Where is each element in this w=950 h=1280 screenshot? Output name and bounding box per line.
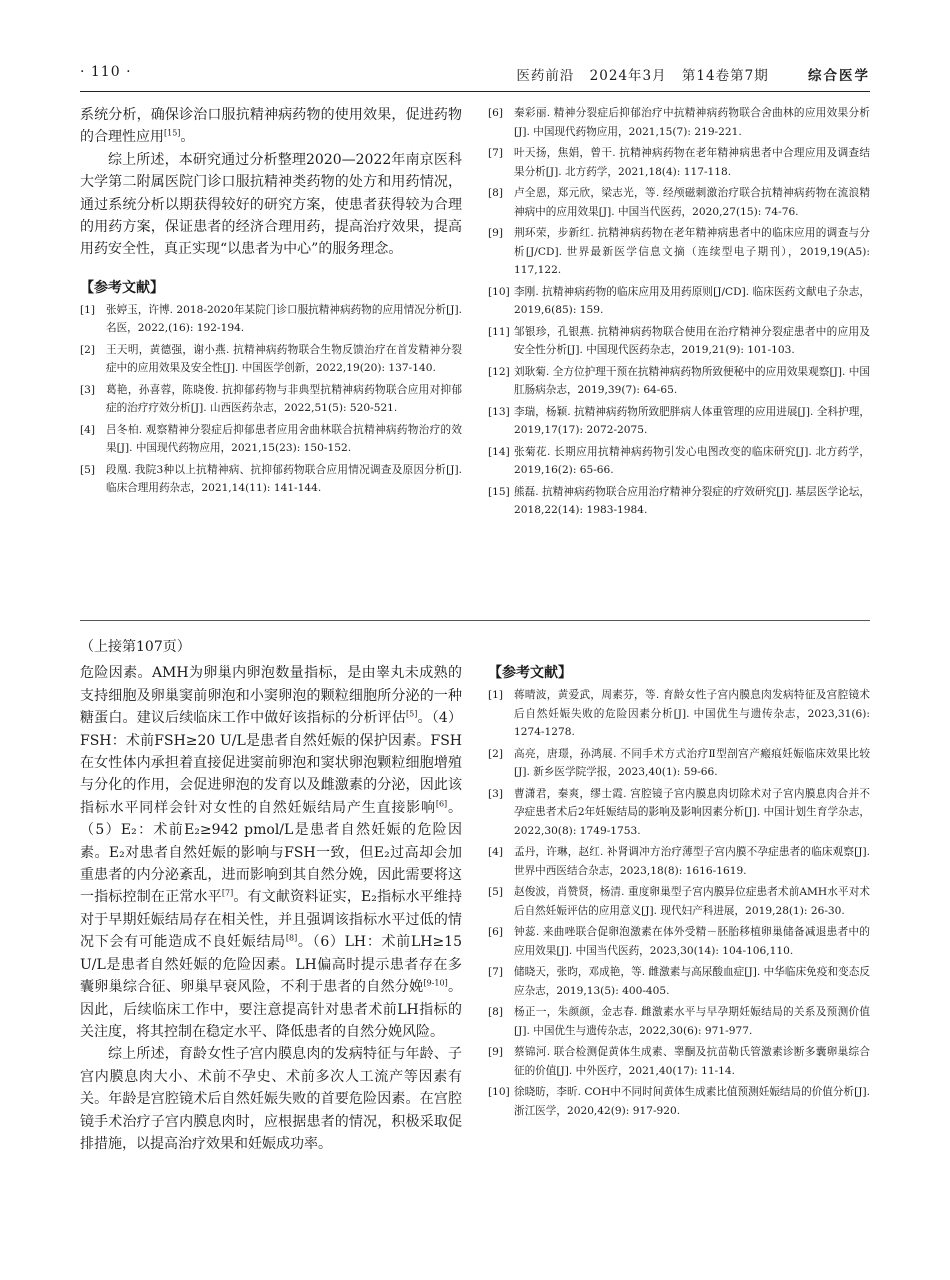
paragraph: 系统分析，确保诊治口服抗精神病药物的使用效果，促进药物的合理性应用[15]。 bbox=[80, 107, 462, 146]
references-title: 【参考文献】 bbox=[80, 279, 164, 296]
reference-item bbox=[488, 403, 870, 440]
reference-number: [12] bbox=[488, 365, 510, 378]
reference-item bbox=[488, 1003, 870, 1040]
reference-item bbox=[488, 483, 870, 520]
reference-text: 刘耿菊. 全方位护理干预在抗精神病药物所致便秘中的应用效果观察[J]. 中国肛肠病杂志，2019,39(7): 64-65. bbox=[514, 365, 870, 396]
reference-item bbox=[488, 224, 870, 280]
running-header bbox=[80, 58, 870, 92]
reference-number: [9] bbox=[488, 227, 504, 239]
top-right-column bbox=[488, 104, 870, 614]
reference-text: 徐晓昉，李昕. COH中不同时间黄体生成素比值预测妊娠结局的价值分析[J]. 浙江医学，2020,42(9): 917-920. bbox=[514, 1086, 870, 1117]
reference-number: [15] bbox=[488, 485, 510, 498]
bottom-left-column bbox=[80, 636, 462, 1266]
reference-item bbox=[488, 363, 870, 400]
reference-item bbox=[488, 963, 870, 1000]
reference-number: [10] bbox=[488, 1086, 510, 1098]
reference-text: 熊磊. 抗精神病药物联合应用治疗精神分裂症的疗效研究[J]. 基层医学论坛，2018,22(14): 1983-1984. bbox=[514, 485, 870, 516]
reference-number: [2] bbox=[80, 343, 96, 356]
journal-name: 医药前沿 bbox=[516, 68, 575, 84]
section-divider bbox=[80, 620, 870, 621]
reference-number: [14] bbox=[488, 445, 510, 458]
reference-item bbox=[488, 883, 870, 920]
reference-list bbox=[488, 686, 870, 1120]
reference-text: 段凰. 我院3种以上抗精神病、抗抑郁药物联合应用情况调查及原因分析[J]. 临床合理用药杂志，2021,14(11): 141-144. bbox=[106, 463, 462, 495]
reference-text: 邹银珍，孔银燕. 抗精神病药物联合使用在治疗精神分裂症患者中的应用及安全性分析[J]. 中国现代医药杂志，2019,21(9): 101-103. bbox=[514, 325, 870, 356]
reference-item bbox=[488, 745, 870, 782]
reference-number: [5] bbox=[80, 463, 96, 476]
reference-number: [11] bbox=[488, 325, 510, 338]
reference-number: [3] bbox=[80, 383, 96, 396]
reference-text: 杨正一，朱颜颜，金志春. 雌激素水平与早孕期妊娠结局的关系及预测价值[J]. 中国优生与遗传杂志，2022,30(6): 971-977. bbox=[514, 1006, 870, 1037]
reference-text: 李瑞，杨颖. 抗精神病药物所致肥胖病人体重管理的应用进展[J]. 全科护理，2019,17(17): 2072-2075. bbox=[514, 405, 870, 436]
conclusion-paragraph: 综上所述，本研究通过分析整理2020—2022年南京医科大学第二附属医院门诊口服抗精神类药物的处方和用药情况，通过系统分析以期获得较好的研究方案，使患者获得较为合理的用药方案，保证患者的经济合理用药，提高治疗效果，提高用药安全性，真正实现“以患者为中心”的服务理念。 bbox=[80, 151, 462, 258]
volume-issue: 第14卷第7期 bbox=[681, 68, 769, 84]
reference-text: 储晓天，张昀，邓成艳，等. 雌激素与高尿酸血症[J]. 中华临床免疫和变态反应杂志，2019,13(5): 400-405. bbox=[514, 966, 870, 997]
reference-text: 荆环荣，步新红. 抗精神病药物在老年精神病患者中的临床应用的调查与分析[J/CD]. 世界最新医学信息文摘（连续型电子期刊），2019,19(A5): 117,122. bbox=[514, 227, 870, 276]
reference-text: 王天明，黄德强，谢小燕. 抗精神病药物联合生物反馈治疗在首发精神分裂症中的应用效果及安全性[J]. 中国医学创新，2022,19(20): 137-140. bbox=[106, 343, 462, 375]
journal-info bbox=[506, 64, 870, 84]
references-title: 【参考文献】 bbox=[488, 665, 572, 681]
reference-number: [8] bbox=[488, 187, 504, 199]
reference-text: 蔡锦河. 联合检测促黄体生成素、睾酮及抗苗勒氏管激素诊断多囊卵巢综合征的价值[J]. 中外医疗，2021,40(17): 11-14. bbox=[514, 1046, 870, 1077]
reference-item bbox=[80, 421, 462, 458]
reference-number: [13] bbox=[488, 405, 510, 418]
reference-item bbox=[488, 785, 870, 841]
reference-list bbox=[488, 104, 870, 520]
reference-text: 李刚. 抗精神病药物的临床应用及用药原则[J/CD]. 临床医药文献电子杂志，2019,6(85): 159. bbox=[514, 285, 870, 316]
reference-item bbox=[488, 443, 870, 480]
reference-item bbox=[488, 1043, 870, 1080]
reference-text: 卢全恩，郑元欣，梁志光，等. 经颅磁刺激治疗联合抗精神病药物在流浪精神病中的应用效果[J]. 中国当代医药，2020,27(15): 74-76. bbox=[514, 187, 870, 218]
reference-item bbox=[80, 461, 462, 498]
reference-item bbox=[80, 381, 462, 418]
reference-number: [5] bbox=[488, 886, 504, 898]
section-name: 综合医学 bbox=[808, 68, 870, 84]
reference-number: [6] bbox=[488, 926, 504, 938]
issue-date: 2024年3月 bbox=[589, 68, 667, 84]
reference-number: [1] bbox=[488, 689, 504, 701]
citation: [5] bbox=[406, 709, 418, 719]
citation: [8] bbox=[285, 933, 298, 943]
reference-number: [3] bbox=[488, 787, 504, 800]
reference-item bbox=[488, 323, 870, 360]
reference-item bbox=[488, 283, 870, 320]
reference-text: 赵俊波，肖赞贤，杨清. 重度卵巢型子宫内膜异位症患者术前AMH水平对术后自然妊娠评估的应用意义[J]. 现代妇产科进展，2019,28(1): 26-30. bbox=[514, 886, 870, 917]
reference-number: [2] bbox=[488, 747, 504, 760]
reference-list bbox=[80, 301, 462, 498]
reference-item bbox=[488, 686, 870, 742]
header-rule bbox=[80, 91, 870, 92]
reference-text: 孟丹，许琳，赵红. 补肾调冲方治疗薄型子宫内膜不孕症患者的临床观察[J]. 世界中西医结合杂志，2023,18(8): 1616-1619. bbox=[514, 846, 870, 877]
citation: [7] bbox=[221, 888, 234, 898]
paragraph: 危险因素。AMH为卵巢内卵泡数量指标，是由睾丸未成熟的支持细胞及卵巢窦前卵泡和小窦卵泡的颗粒细胞所分泌的一种糖蛋白。建议后续临床工作中做好该指标的分析评估[5]。（4）FSH：术前FSH≥20 U/L是患者自然妊娠的保护因素。FSH在女性体内承担着直接促进窦前卵泡和窦状卵泡颗粒细胞增殖与分化的作用，会促进卵泡的发育以及雌激素的分泌，因此该指标水平同样会针对女性的自然妊娠结局产生直接影响[6]。（5）E₂：术前E₂≥942 pmol/L是患者自然妊娠的危险因素。E₂对患者自然妊娠的影响与FSH一致，但E₂过高却会加重患者的内分泌紊乱，进而影响到其自然分娩，因此需要将这一指标控制在正常水平[7]。有文献资料证实，E₂指标水平维持对于早期妊娠结局存在相关性，并且强调该指标水平过低的情况下会有可能造成不良妊娠结局[8]。（6）LH：术前LH≥15 U/L是患者自然妊娠的危险因素。LH偏高时提示患者存在多囊卵巢综合征、卵巢早衰风险，不利于患者的自然分娩[9-10]。因此，后续临床工作中，要注意提高针对患者术前LH指标的关注度，将其控制在稳定水平、降低患者的自然分娩风险。 bbox=[80, 665, 462, 1040]
reference-item bbox=[488, 104, 870, 141]
reference-number: [1] bbox=[80, 303, 96, 316]
citation: [15] bbox=[164, 128, 181, 138]
reference-number: [10] bbox=[488, 285, 510, 298]
reference-text: 曹潇君，秦爽，缪士霞. 宫腔镜子宫内膜息肉切除术对子宫内膜息肉合并不孕症患者术后2年妊娠结局的影响及影响因素分析[J]. 中国计划生育学杂志，2022,30(8): 1749-1753. bbox=[514, 787, 870, 837]
bottom-right-column bbox=[488, 662, 870, 1266]
reference-text: 张婷玉，许博. 2018-2020年某院门诊口服抗精神病药物的应用情况分析[J]. 名医，2022,(16): 192-194. bbox=[106, 303, 462, 335]
reference-text: 张菊花. 长期应用抗精神病药物引发心电图改变的临床研究[J]. 北方药学，2019,16(2): 65-66. bbox=[514, 445, 870, 476]
reference-item bbox=[80, 301, 462, 338]
reference-text: 吕冬柏. 观察精神分裂症后抑郁患者应用舍曲林联合抗精神病药物治疗的效果[J]. 中国现代药物应用，2021,15(23): 150-152. bbox=[106, 423, 462, 455]
citation: [9-10] bbox=[423, 978, 448, 988]
reference-text: 叶天扬，焦娟，曾干. 抗精神病药物在老年精神病患者中合理应用及调查结果分析[J]. 北方药学，2021,18(4): 117-118. bbox=[514, 147, 870, 178]
page-number: · 110 · bbox=[80, 64, 132, 80]
conclusion-paragraph: 综上所述，育龄女性子宫内膜息肉的发病特征与年龄、子宫内膜息肉大小、术前不孕史、术前多次人工流产等因素有关。年龄是宫腔镜术后自然妊娠失败的首要危险因素。在宫腔镜手术治疗子宫内膜息肉时，应根据患者的情况，积极采取促排措施，以提高治疗效果和妊娠成功率。 bbox=[80, 1046, 462, 1152]
reference-item bbox=[488, 843, 870, 880]
reference-text: 钟蕊. 来曲唑联合促卵泡激素在体外受精－胚胎移植卵巢储备减退患者中的应用效果[J]. 中国当代医药，2023,30(14): 104-106,110. bbox=[514, 926, 870, 957]
top-left-column bbox=[80, 104, 462, 614]
reference-number: [8] bbox=[488, 1006, 504, 1018]
reference-number: [6] bbox=[488, 107, 504, 119]
reference-item bbox=[80, 341, 462, 378]
reference-number: [4] bbox=[488, 846, 504, 858]
reference-text: 葛艳，孙喜蓉，陈晓俊. 抗抑郁药物与非典型抗精神病药物联合应用对抑郁症的治疗疗效分析[J]. 山西医药杂志，2022,51(5): 520-521. bbox=[106, 383, 462, 415]
reference-text: 秦彩丽. 精神分裂症后抑郁治疗中抗精神病药物联合舍曲林的应用效果分析[J]. 中国现代药物应用，2021,15(7): 219-221. bbox=[514, 107, 870, 138]
reference-number: [7] bbox=[488, 147, 504, 159]
reference-text: 高亮，唐璟，孙鸿展. 不同手术方式治疗Ⅱ型剖宫产瘢痕妊娠临床效果比较[J]. 新乡医学院学报，2023,40(1): 59-66. bbox=[514, 747, 870, 778]
reference-item bbox=[488, 144, 870, 181]
reference-number: [9] bbox=[488, 1046, 504, 1058]
reference-number: [4] bbox=[80, 423, 96, 436]
citation: [6] bbox=[435, 799, 448, 809]
reference-item bbox=[488, 1083, 870, 1120]
reference-text: 蒋晴波，黄爱武，周素芬，等. 育龄女性子宫内膜息肉发病特征及宫腔镜术后自然妊娠失败的危险因素分析[J]. 中国优生与遗传杂志，2023,31(6): 1274-1278. bbox=[514, 689, 870, 738]
continued-note: （上接第107页） bbox=[80, 639, 191, 655]
reference-number: [7] bbox=[488, 966, 504, 978]
reference-item bbox=[488, 184, 870, 221]
reference-item bbox=[488, 923, 870, 960]
